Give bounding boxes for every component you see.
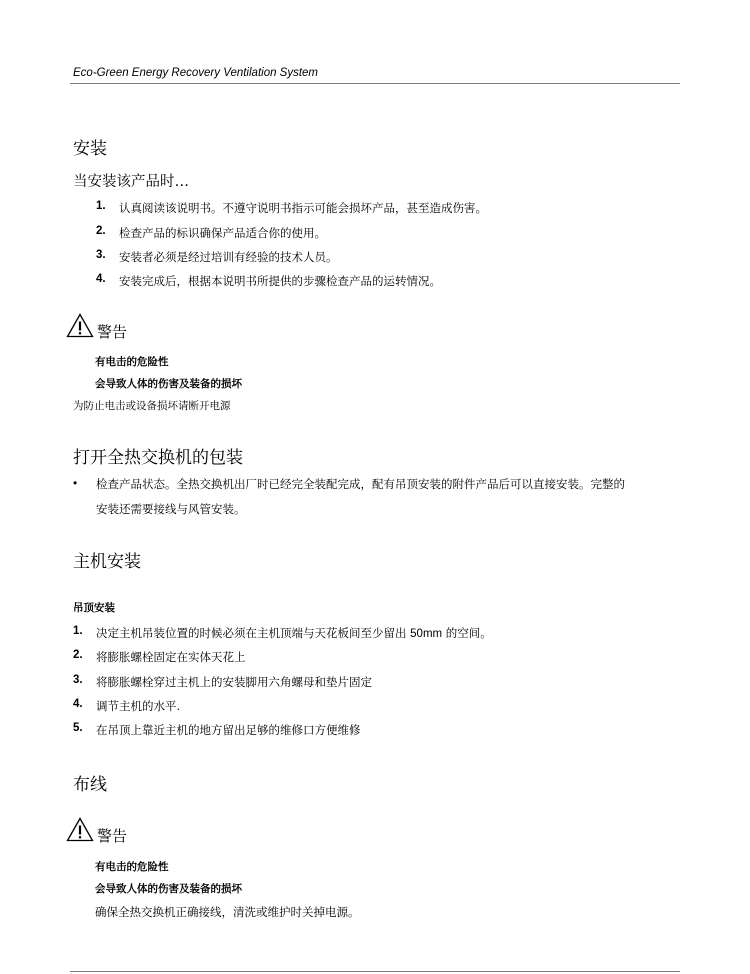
list-text: 决定主机吊装位置的时候必须在主机顶端与天花板间至少留出 (96, 626, 407, 640)
warning-title: 警告 (97, 323, 128, 341)
list-number: 3. (73, 674, 83, 686)
list-text: 调节主机的水平. (96, 699, 181, 713)
section-title-unpack: 打开全热交换机的包装 (73, 448, 243, 468)
running-header: Eco-Green Energy Recovery Ventilation System (73, 67, 319, 79)
bullet: • (73, 476, 78, 490)
list-item (0, 625, 750, 641)
list-item (0, 649, 750, 665)
warning-triangle-icon (66, 313, 94, 338)
list-number: 1. (96, 200, 106, 212)
warning-text: 有电击的危险性 (95, 861, 169, 873)
warning-triangle-icon (66, 817, 94, 842)
warning-text: 有电击的危险性 (95, 356, 169, 368)
warning-text: 确保全热交换机正确接线，清洗或维护时关掉电源。 (95, 905, 360, 919)
list-text: 检查产品的标识确保产品适合你的使用。 (119, 226, 326, 240)
list-text: 认真阅读该说明书。不遵守说明书指示可能会损坏产品，甚至造成伤害。 (119, 201, 487, 215)
subsection-title-ceiling-mount: 吊顶安装 (73, 602, 115, 614)
warning-text: 会导致人体的伤害及装备的损坏 (95, 883, 242, 895)
list-text: 在吊顶上靠近主机的地方留出足够的维修口方便维修 (96, 723, 361, 737)
list-number: 3. (96, 249, 106, 261)
list-item (0, 722, 750, 738)
warning-text: 会导致人体的伤害及装备的损坏 (95, 378, 242, 390)
warning-title: 警告 (97, 827, 128, 845)
list-item (0, 249, 750, 265)
list-number: 4. (96, 273, 106, 285)
list-text: 的空间。 (445, 626, 492, 640)
list-text: 将膨胀螺栓穿过主机上的安装脚用六角螺母和垫片固定 (96, 675, 372, 689)
header-rule (70, 83, 680, 84)
list-text: 安装完成后，根据本说明书所提供的步骤检查产品的运转情况。 (119, 274, 441, 288)
section-title-wiring: 布线 (73, 775, 107, 795)
footer-rule (70, 971, 680, 972)
list-number: 2. (73, 649, 83, 661)
paragraph-line: 检查产品状态。全热交换机出厂时已经完全装配完成，配有吊顶安装的附件产品后可以直接安装。完整的 (96, 477, 625, 491)
list-text: 安装者必须是经过培训有经验的技术人员。 (119, 250, 338, 264)
list-number: 2. (96, 225, 106, 237)
list-item (0, 674, 750, 690)
list-item (0, 273, 750, 289)
section-title-install: 安装 (73, 139, 107, 159)
warning-text: 为防止电击或设备损坏请断开电源 (73, 400, 231, 412)
list-number: 5. (73, 722, 83, 734)
clearance-value: 50mm (410, 628, 443, 640)
list-text: 将膨胀螺栓固定在实体天花上 (96, 650, 246, 664)
subsection-title-when-installing: 当安装该产品时… (73, 174, 189, 190)
list-number: 1. (73, 625, 83, 637)
list-item (0, 225, 750, 241)
paragraph-line: 安装还需要接线与风管安装。 (96, 502, 246, 516)
section-title-mount: 主机安装 (73, 552, 141, 572)
list-item (0, 698, 750, 714)
list-number: 4. (73, 698, 83, 710)
list-item (0, 200, 750, 216)
